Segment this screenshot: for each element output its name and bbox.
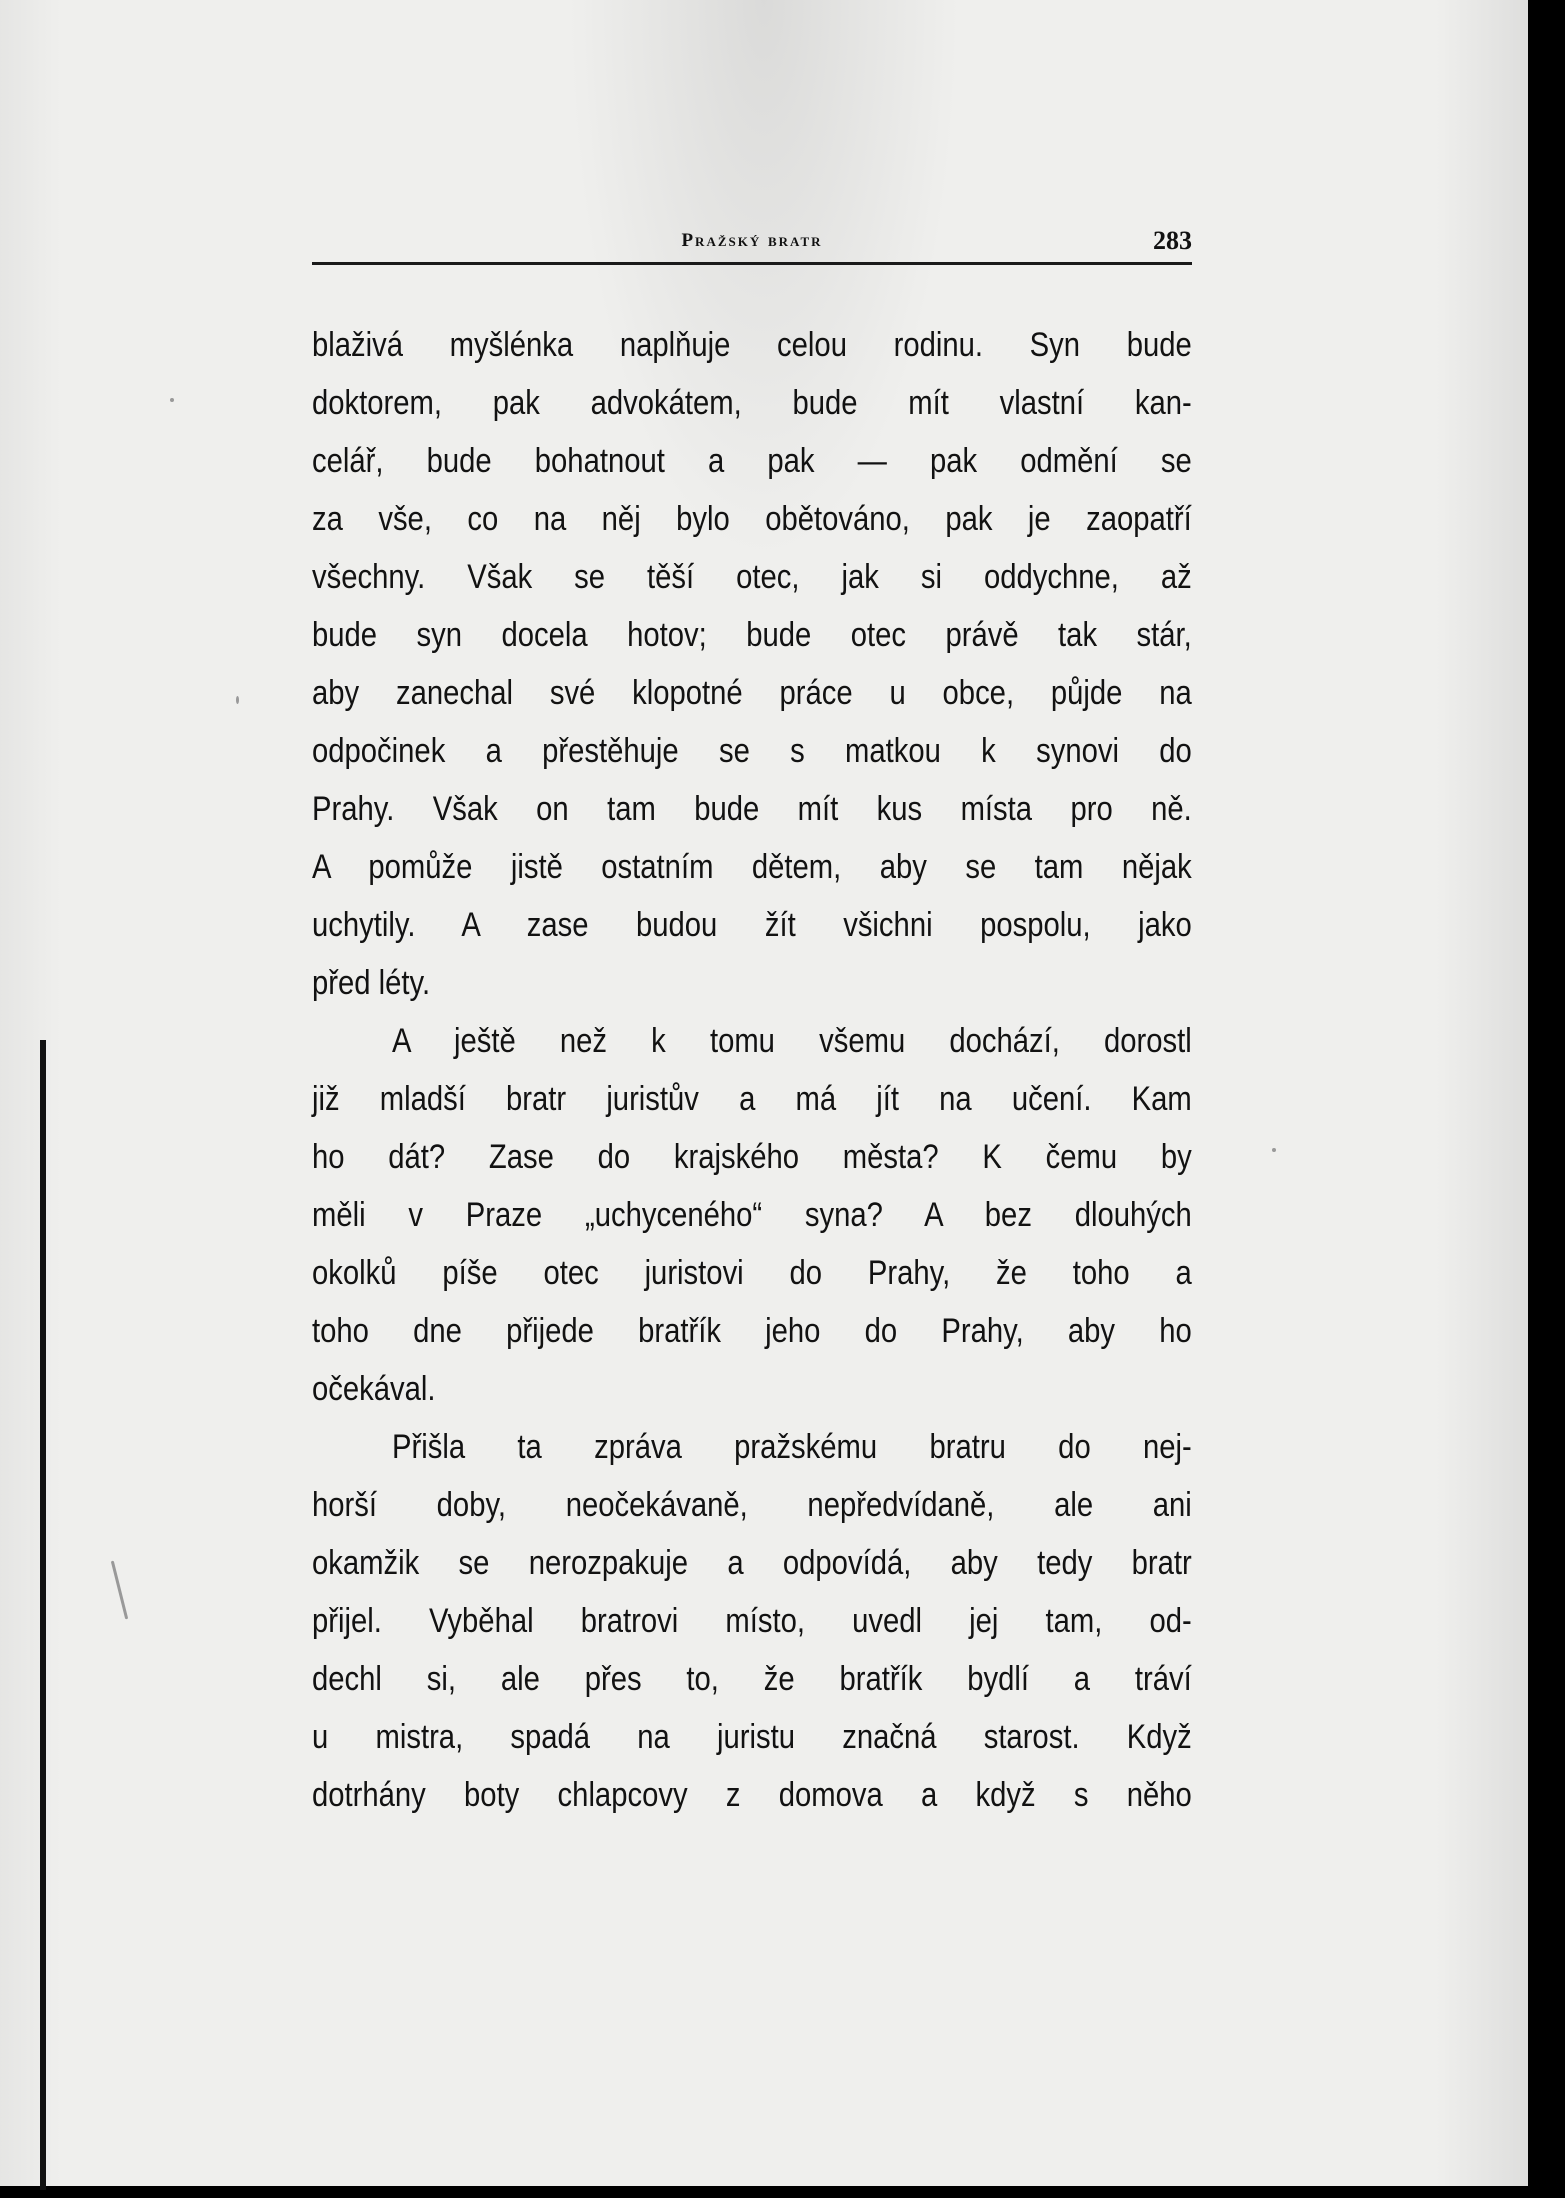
text-line: okolků píše otec juristovi do Prahy, že toho a xyxy=(312,1254,1192,1292)
text-line: A pomůže jistě ostatním dětem, aby se tam nějak xyxy=(312,848,1192,886)
text-line: dechl si, ale přes to, že bratřík bydlí a tráví xyxy=(312,1660,1192,1698)
page-edge-shadow xyxy=(40,1040,46,2190)
text-line: Přišla ta zpráva pražskému bratru do nej- xyxy=(391,1428,1192,1466)
text-line: u mistra, spadá na juristu značná starost. Když xyxy=(312,1718,1192,1756)
text-line: celář, bude bohatnout a pak — pak odmění se xyxy=(312,442,1192,480)
text-line: měli v Praze „uchyceného“ syna? A bez dlouhých xyxy=(312,1196,1192,1234)
text-line: již mladší bratr juristův a má jít na učení. Kam xyxy=(312,1080,1192,1118)
paper-speck xyxy=(170,398,174,402)
text-line: všechny. Však se těší otec, jak si oddychne, až xyxy=(312,558,1192,596)
text-line: uchytily. A zase budou žít všichni pospolu, jako xyxy=(312,906,1192,944)
paper-speck xyxy=(1272,1148,1276,1152)
text-line: odpočinek a přestěhuje se s matkou k synovi do xyxy=(312,732,1192,770)
text-line: bude syn docela hotov; bude otec právě tak stár, xyxy=(312,616,1192,654)
running-head: Pražský bratr xyxy=(681,230,823,251)
text-line: toho dne přijede bratřík jeho do Prahy, aby ho xyxy=(312,1312,1192,1350)
text-line: Prahy. Však on tam bude mít kus místa pro ně. xyxy=(312,790,1192,828)
page-header xyxy=(312,226,1192,262)
text-line: očekával. xyxy=(312,1370,436,1408)
text-line: před léty. xyxy=(312,964,431,1002)
text-line: blaživá myšlénka naplňuje celou rodinu. Syn bude xyxy=(312,326,1192,364)
header-rule xyxy=(312,262,1192,265)
text-line: aby zanechal své klopotné práce u obce, půjde na xyxy=(312,674,1192,712)
text-line: doktorem, pak advokátem, bude mít vlastní kan- xyxy=(312,384,1192,422)
body-text xyxy=(312,316,1192,1824)
paper-speck xyxy=(111,1561,128,1620)
text-line: okamžik se nerozpakuje a odpovídá, aby tedy bratr xyxy=(312,1544,1192,1582)
text-line: ho dát? Zase do krajského města? K čemu by xyxy=(312,1138,1192,1176)
text-line: horší doby, neočekávaně, nepředvídaně, ale ani xyxy=(312,1486,1192,1524)
text-line: přijel. Vyběhal bratrovi místo, uvedl jej tam, od- xyxy=(312,1602,1192,1640)
text-line: dotrhány boty chlapcovy z domova a když s něho xyxy=(312,1776,1192,1814)
text-line: za vše, co na něj bylo obětováno, pak je zaopatří xyxy=(312,500,1192,538)
page-number: 283 xyxy=(1153,226,1192,255)
text-line: A ještě než k tomu všemu dochází, dorostl xyxy=(391,1022,1192,1060)
paper-speck xyxy=(236,696,239,704)
